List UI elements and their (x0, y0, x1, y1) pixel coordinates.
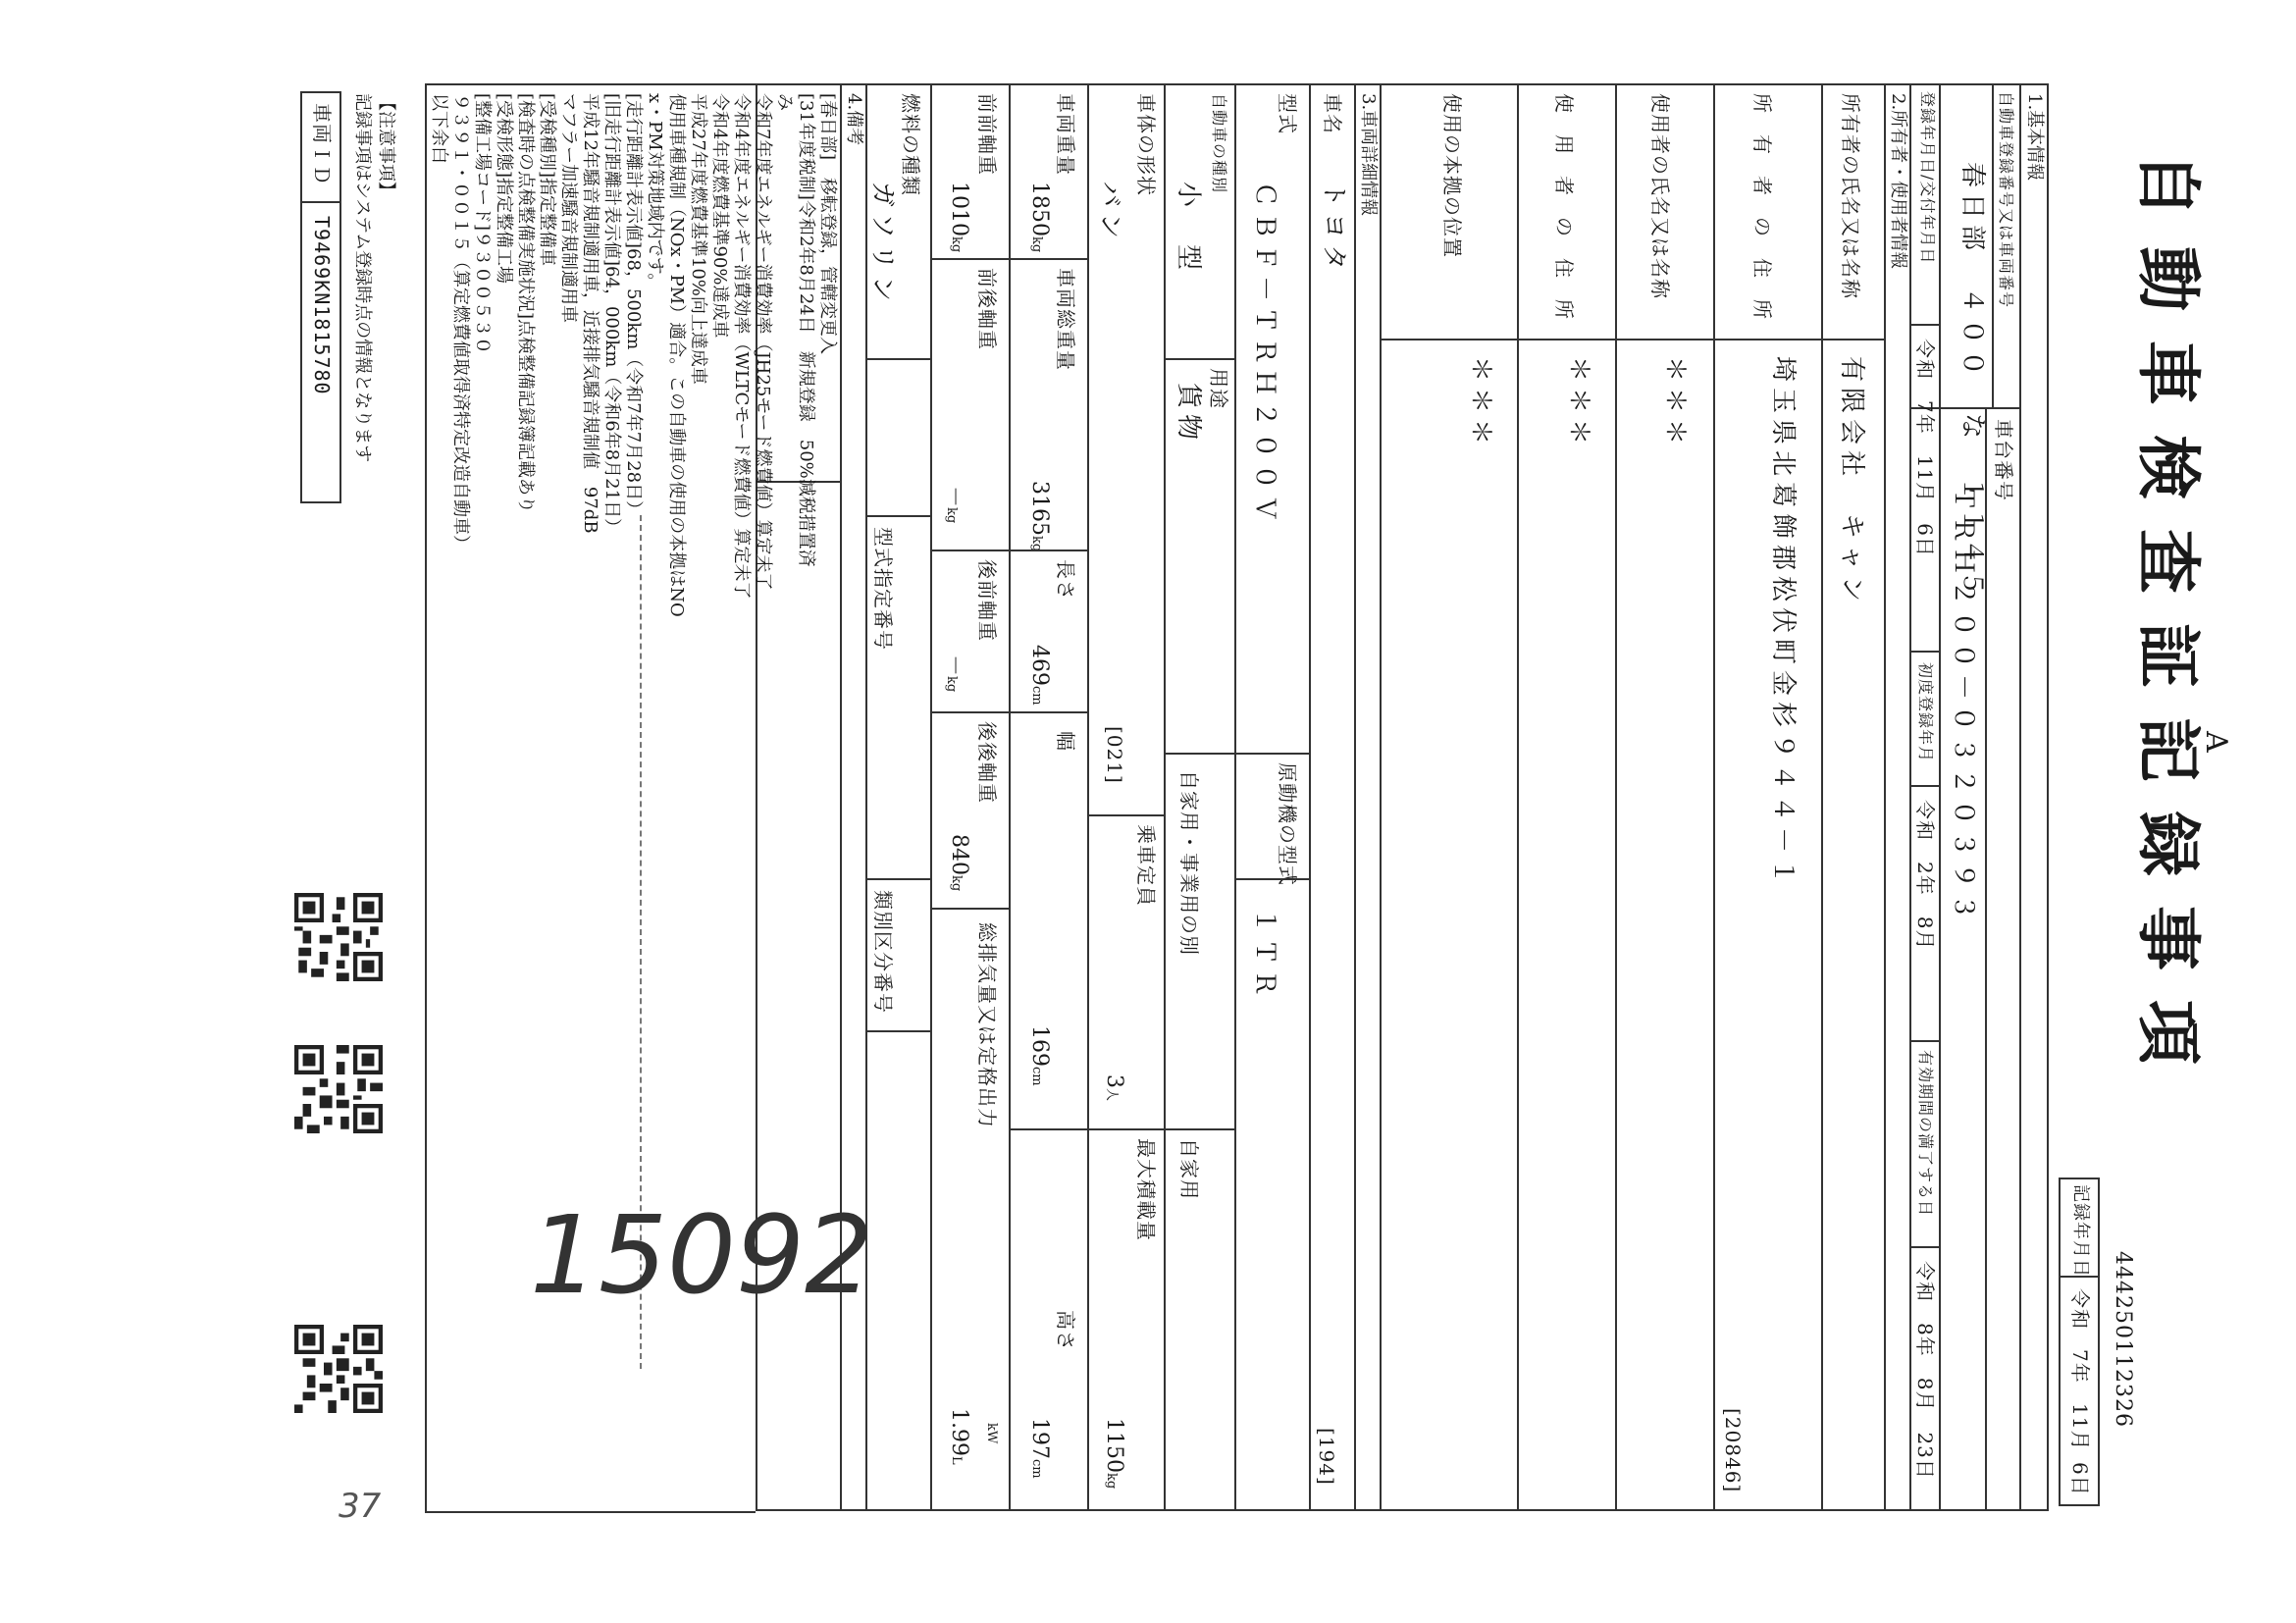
rotated-certificate (285, 44, 2233, 1536)
fr-label: 前後軸重 (975, 268, 999, 350)
remark-line: [旧走行距離計表示値]64，000km（令和6年8月21日） (601, 93, 622, 537)
remark-line: み (774, 93, 795, 111)
capacity-label: 乗車定員 (1134, 824, 1158, 907)
capacity-unit: 人 (1104, 1088, 1119, 1102)
gross-label: 車両総重量 (1054, 268, 1077, 371)
reg-number-value: 春日部 ４００ な １１４５ (1957, 162, 1987, 602)
rf-field (941, 654, 971, 692)
expiry-label: 有効期間の満了する日 (1916, 1050, 1935, 1218)
ff-value: 1010 (947, 182, 971, 236)
maker-label: 車名 (1321, 93, 1344, 134)
disp-unit-kw: kW (984, 1423, 999, 1444)
rf-label: 後前軸重 (975, 559, 999, 642)
owner-address-value: 埼玉県北葛飾郡松伏町金杉９４４－１ (1768, 356, 1798, 891)
model-label: 型式 (1276, 93, 1299, 134)
length-field (1027, 645, 1052, 706)
section1-heading: 1.基本情報 (2024, 93, 2045, 182)
vehicle-id-value: T9469KN1815780 (310, 216, 334, 395)
weight-value: 1850 (1027, 182, 1052, 236)
max-load-field (1102, 1418, 1126, 1489)
section2-heading: 2.所有者・使用者情報 (1888, 93, 1908, 270)
width-label: 幅 (1054, 731, 1077, 752)
remark-line: 平成12年騒音規制適用車，近接排気騒音規制値 97dB (580, 93, 600, 534)
type-label: 自動車の種別 (1210, 93, 1228, 194)
base-label: 使用の本拠の位置 (1440, 93, 1464, 258)
width-value: 169 (1027, 1025, 1052, 1067)
private-value: 自家用 (1177, 1138, 1201, 1200)
user-name-value: ＊＊＊ (1660, 356, 1690, 451)
weight-label: 車両重量 (1054, 93, 1077, 176)
record-date-era: 令和 (2068, 1288, 2092, 1330)
height-field (1027, 1418, 1052, 1479)
remark-line: 使用車種規制（NOx・PM）適合。この自動車の使用の本拠はNO (666, 93, 687, 617)
notes-heading: 【注意事項】 (376, 93, 396, 199)
ff-label: 前前軸重 (975, 93, 999, 176)
chassis-value: ＴＲＨ２００－０３２０３９３ (1949, 486, 1978, 926)
use-label: 用途 (1207, 368, 1230, 409)
chassis-label: 車台番号 (1992, 419, 2015, 501)
rr-unit: kg (949, 875, 964, 892)
disp-value: 1.99 (947, 1408, 971, 1456)
remark-line: マフラー加速騒音規制適用車 (558, 93, 579, 323)
remark-line: [31年度税制]令和2年8月24日 新規登録 50%減税措置済 (796, 93, 816, 567)
document-number: 444250112326 (2111, 1251, 2135, 1428)
weight-unit: kg (1029, 236, 1044, 253)
rr-value: 840 (947, 834, 971, 875)
disp-field (947, 1408, 971, 1465)
record-date-label: 記録年月日 (2070, 1184, 2091, 1278)
rr-label: 後後軸重 (975, 721, 999, 804)
user-address-label: 使 用 者 の 住 所 (1552, 93, 1576, 320)
engine-value: １ＴＲ (1250, 908, 1279, 1003)
rf-unit: kg (944, 676, 959, 693)
fr-field (941, 486, 971, 523)
issue-date-label: 登録年月日/交付年月日 (1918, 91, 1937, 265)
owner-name-label: 所有者の氏名又は名称 (1839, 93, 1862, 299)
fuel-label: 燃料の種類 (899, 93, 922, 196)
gross-value: 3165 (1027, 481, 1052, 536)
first-reg-value: 令和 2年 8月 (1913, 800, 1937, 951)
type-value: 小 型 (1174, 182, 1203, 277)
remark-line: [受検形態]指定整備工場 (494, 93, 514, 285)
notes-line: 記録事項はシステム登録時点の情報となります (352, 93, 373, 463)
reg-number-label: 自動車登録番号又は車両番号 (1997, 91, 2015, 309)
section3-heading: 3.車両詳細情報 (1358, 93, 1379, 217)
ff-field (947, 182, 971, 252)
category-label: 類別区分番号 (871, 890, 895, 1014)
fr-value: － (942, 486, 966, 508)
document-title: 自動車検査証記録事項 (2130, 152, 2207, 1094)
gross-field (1027, 481, 1052, 551)
owner-address-code: [20846] (1721, 1408, 1745, 1493)
vehicle-id-label: 車両ＩＤ (310, 103, 334, 185)
sheet-letter: A (2199, 731, 2233, 753)
disp-label: 総排気量又は定格出力 (975, 922, 999, 1128)
qr-code-icon (294, 1325, 383, 1413)
rr-field (947, 834, 971, 891)
length-label: 長さ (1054, 559, 1077, 601)
remark-line: 令和4年度燃費基準90%達成車 (709, 93, 730, 339)
base-value: ＊＊＊ (1466, 356, 1495, 451)
owner-address-label: 所 有 者 の 住 所 (1750, 93, 1774, 320)
owner-name-value: 有限会社 キャン (1837, 356, 1866, 608)
user-address-value: ＊＊＊ (1564, 356, 1593, 451)
remark-line: x・PM対策地域内です。 (645, 93, 665, 291)
disp-unit: L (949, 1455, 964, 1465)
max-load-unit: kg (1104, 1473, 1119, 1490)
use-value: 貨物 (1174, 383, 1203, 446)
record-date-year: 7年 (2068, 1349, 2092, 1384)
user-name-label: 使用者の氏名又は名称 (1648, 93, 1672, 299)
maker-code: [194] (1315, 1428, 1338, 1486)
record-date-day: 6日 (2068, 1462, 2092, 1496)
remark-line: 令和4年度エネルギー消費効率（WLTCモード燃費値）算定未了 (731, 93, 752, 600)
section4-heading: 4.備考 (844, 93, 864, 146)
remark-line: ９３９１・００１５（算定燃費値取得済特定改造自動車） (450, 93, 471, 552)
qr-code-icon (294, 1045, 383, 1133)
remark-line: [走行距離計表示値]68，500km（令和7年7月28日） (623, 93, 644, 519)
remark-line: 令和7年度エネルギー消費効率（JH25モード燃費値）算定未了 (753, 93, 773, 591)
rf-value: － (942, 654, 966, 677)
body-code: [021] (1103, 726, 1126, 784)
remark-line: 平成27年度燃費基準10%向上達成車 (688, 93, 708, 385)
max-load-label: 最大積載量 (1134, 1138, 1158, 1241)
remark-line: [受検種別]指定整備車 (537, 93, 557, 267)
record-date-month: 11月 (2068, 1403, 2092, 1451)
weight-field (1027, 182, 1052, 252)
remark-line: [整備工場コード]９３００５３０ (472, 93, 493, 355)
height-label: 高さ (1054, 1310, 1077, 1351)
capacity-field (1102, 1074, 1126, 1101)
width-field (1027, 1025, 1052, 1086)
maker-value: トヨタ (1319, 182, 1348, 277)
approval-label: 型式指定番号 (871, 527, 895, 651)
handwritten-page-number: 37 (339, 1487, 382, 1526)
private-label: 自家用・事業用の別 (1177, 770, 1201, 956)
max-load-value: 1150 (1102, 1418, 1126, 1473)
width-unit: cm (1029, 1067, 1044, 1086)
length-value: 469 (1027, 645, 1052, 686)
body-value: バン (1095, 182, 1124, 245)
height-value: 197 (1027, 1418, 1052, 1459)
body-label: 車体の形状 (1134, 93, 1158, 196)
capacity-value: 3 (1102, 1074, 1126, 1088)
height-unit: cm (1029, 1459, 1044, 1479)
expiry-value: 令和 8年 8月 23日 (1913, 1261, 1937, 1480)
fuel-value: ガソリン (867, 182, 897, 308)
remark-line: [検査時の点検整備実施状況]点検整備記録簿記載あり (515, 93, 536, 514)
handwritten-number: 15092 (530, 1192, 873, 1318)
model-value: ＣＢＦ－ＴＲＨ２００Ｖ (1250, 182, 1279, 528)
length-unit: cm (1029, 686, 1044, 706)
remark-line: 以下余白 (429, 93, 449, 164)
first-reg-label: 初度登録年月 (1916, 662, 1935, 763)
remark-line: [春日部] 移転登録，管轄変更入 (817, 93, 838, 355)
engine-label: 原動機の型式 (1276, 762, 1299, 886)
issue-date-value: 令和 7年 11月 6日 (1913, 339, 1937, 557)
fr-unit: kg (944, 507, 959, 524)
gross-unit: kg (1029, 536, 1044, 552)
ff-unit: kg (949, 236, 964, 253)
qr-code-icon (294, 893, 383, 981)
